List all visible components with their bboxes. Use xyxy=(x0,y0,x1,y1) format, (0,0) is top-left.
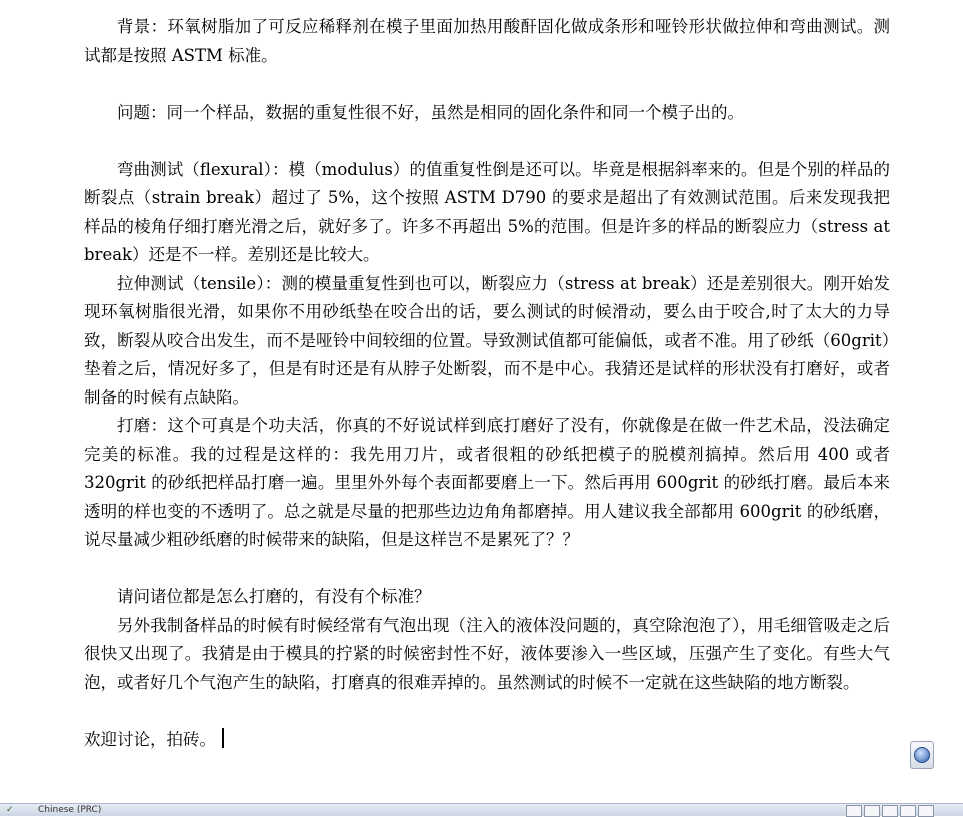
draft-view-icon[interactable] xyxy=(918,805,934,817)
web-layout-view-icon[interactable] xyxy=(882,805,898,817)
paragraph-bubbles: 另外我制备样品的时候有时候经常有气泡出现（注入的液体没问题的，真空除泡泡了），用毛细管吸走之后很快又出现了。我猜是由于模具的拧紧的时候密封性不好，液体要渗入一些区域，压强产生了变化。有些大气泡，或者好几个气泡产生的缺陷，打磨真的很难弄掉的。虽然测试的时候不一定就在这些缺陷的地方断裂。 xyxy=(84,615,890,692)
browse-object-button[interactable] xyxy=(910,741,934,769)
paragraph-closing xyxy=(84,726,890,755)
paragraph-question: 问题：同一个样品，数据的重复性很不好，虽然是相同的固化条件和同一个模子出的。 xyxy=(117,102,744,122)
blank-line xyxy=(84,127,890,156)
paragraph-background: 背景：环氧树脂加了可反应稀释剂在模子里面加热用酸酐固化做成条形和哑铃形状做拉伸和弯曲测试。测试都是按照 ASTM 标准。 xyxy=(84,17,890,65)
view-buttons xyxy=(846,805,934,817)
blank-line xyxy=(84,70,890,99)
full-screen-view-icon[interactable] xyxy=(864,805,880,817)
paragraph-tensile: 拉伸测试（tensile）：测的模量重复性到也可以，断裂应力（stress at break）还是差别很大。刚开始发现环氧树脂很光滑，如果你不用砂纸垫在咬合出的话，要么测试的时候滑动，要么由于咬合,时了太大的力导致，断裂从咬合出发生，而不是哑铃中间较细的位置。导致测试值都可能偏低，或者不准。用了砂纸（60grit）垫着之后，情况好多了，但是有时还是有从脖子处断裂，而不是中心。我猜还是试样的形状没有打磨好，或者制备的时候有点缺陷。 xyxy=(84,273,890,407)
status-bar xyxy=(0,803,963,816)
spelling-check-icon[interactable]: ✓ xyxy=(6,805,14,815)
blank-line xyxy=(84,697,890,726)
document-body[interactable] xyxy=(84,13,890,754)
browse-object-icon xyxy=(914,747,930,763)
print-layout-view-icon[interactable] xyxy=(846,805,862,817)
closing-text: 欢迎讨论，拍砖。 xyxy=(84,729,216,749)
text-cursor xyxy=(222,728,224,748)
paragraph-ask: 请问诸位都是怎么打磨的，有没有个标准？ xyxy=(117,587,431,606)
blank-line xyxy=(84,555,890,584)
language-indicator[interactable]: Chinese (PRC) xyxy=(38,805,102,815)
paragraph-polishing: 打磨：这个可真是个功夫活，你真的不好说试样到底打磨好了没有，你就像是在做一件艺术品，没法确定完美的标准。我的过程是这样的：我先用刀片，或者很粗的砂纸把模子的脱模剂搞掉。然后用 400 或者 320grit 的砂纸把样品打磨一遍。里里外外每个表面都要磨上一下。然后再用 600grit 的砂纸打磨。最后本来透明的样也变的不透明了。总之就是尽量的把那些边边角角都磨掉。用人建议我全部都用 600grit 的砂纸磨，说尽量减少粗砂纸磨的时候带来的缺陷，但是这样岂不是累死了？？ xyxy=(84,416,890,549)
paragraph-flexural: 弯曲测试（flexural）：模（modulus）的值重复性倒是还可以。毕竟是根据斜率来的。但是个别的样品的断裂点（strain break）超过了 5%，这个按照 ASTM D790 的要求是超出了有效测试范围。后来发现我把样品的棱角仔细打磨光滑之后，就好多了。许多不再超出 5%的范围。但是许多的样品的断裂应力（stress at break）还是不一样。差别还是比较大。 xyxy=(84,159,890,264)
outline-view-icon[interactable] xyxy=(900,805,916,817)
